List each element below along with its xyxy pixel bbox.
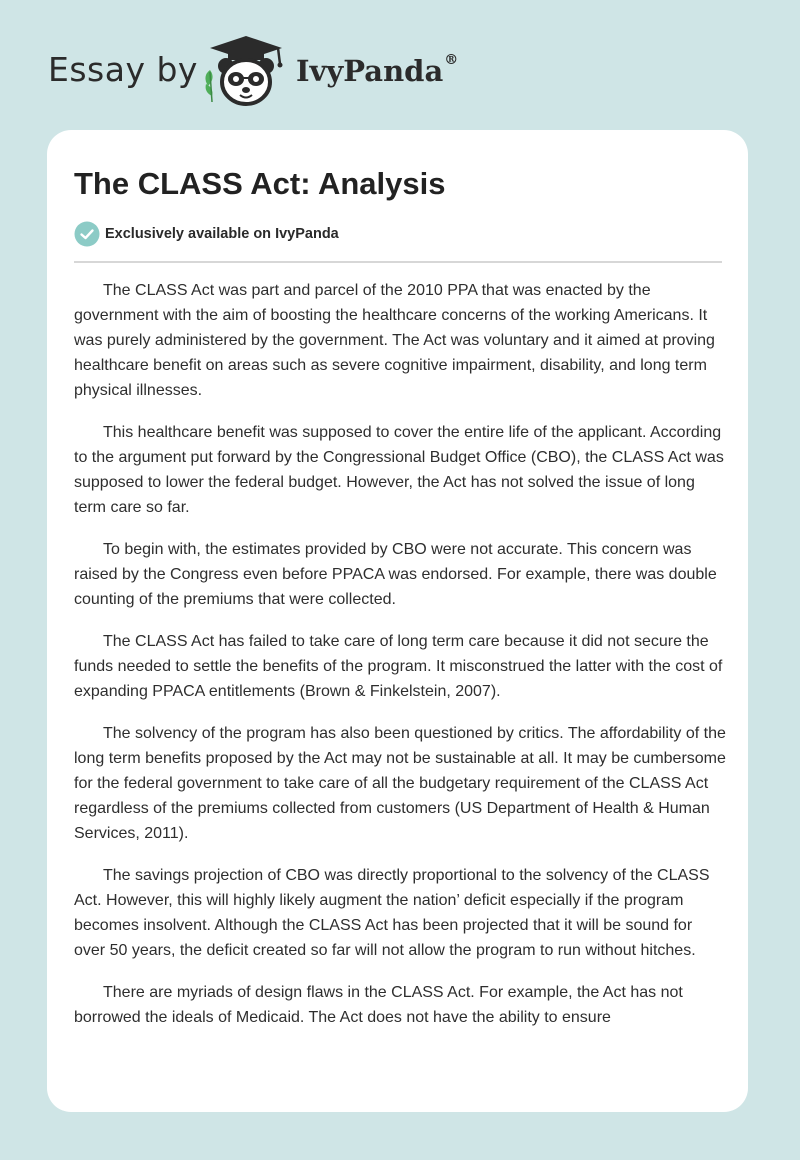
badge-label: Exclusively available on IvyPanda [105, 226, 339, 242]
registered-mark: ® [444, 52, 459, 68]
essay-by-label: Essay by [48, 50, 198, 89]
paragraph: To begin with, the estimates provided by CBO were not accurate. This concern was raised by the Congress even before PPACA was endorsed. For example, there was double counting of the premiums that were collected. [74, 541, 717, 608]
paragraph: This healthcare benefit was supposed to cover the entire life of the applicant. According to the argument put forward by the Congressional Budget Office (CBO), the CLASS Act was supposed to lower the federal budget. However, the Act has not solved the issue of long term care so far. [74, 424, 724, 516]
check-circle-icon [74, 221, 100, 247]
paragraph: The savings projection of CBO was directly proportional to the solvency of the CLASS Act. However, this will highly likely augment the nation’ deficit especially if the program becomes insolvent. Although the CLASS Act has been projected that it will be sound for over 50 years, the deficit created so far will not allow the program to run without hitches. [74, 867, 710, 959]
divider [74, 261, 722, 263]
essay-body [74, 278, 726, 1047]
brand-name[interactable] [296, 54, 458, 88]
paragraph: There are myriads of design flaws in the CLASS Act. For example, the Act has not borrowed the ideals of Medicaid. The Act does not have the ability to ensure [74, 984, 683, 1026]
page-title: The CLASS Act: Analysis [74, 166, 446, 201]
paragraph: The CLASS Act was part and parcel of the 2010 PPA that was enacted by the government with the aim of boosting the healthcare concerns of the working Americans. It was purely administered by the government. The Act was voluntary and it aimed at proving healthcare benefit on areas such as severe cognitive impairment, disability, and long term physical illnesses. [74, 282, 715, 399]
exclusive-badge [74, 221, 339, 247]
paragraph: The CLASS Act has failed to take care of long term care because it did not secure the funds needed to settle the benefits of the program. It misconstrued the latter with the cost of expanding PPACA entitlements (Brown & Finkelstein, 2007). [74, 633, 723, 700]
site-header [0, 0, 800, 130]
essay-card [47, 130, 748, 1112]
brand-name-text: IvyPanda [296, 54, 444, 88]
paragraph: The solvency of the program has also been questioned by critics. The affordability of the long term benefits proposed by the Act may not be sustainable at all. It may be cumbersome for the federal government to take care of all the budgetary requirement of the CLASS Act regardless of the premiums collected from customers (US Department of Health & Human Services, 2011). [74, 725, 726, 842]
panda-graduate-icon[interactable] [200, 34, 292, 110]
